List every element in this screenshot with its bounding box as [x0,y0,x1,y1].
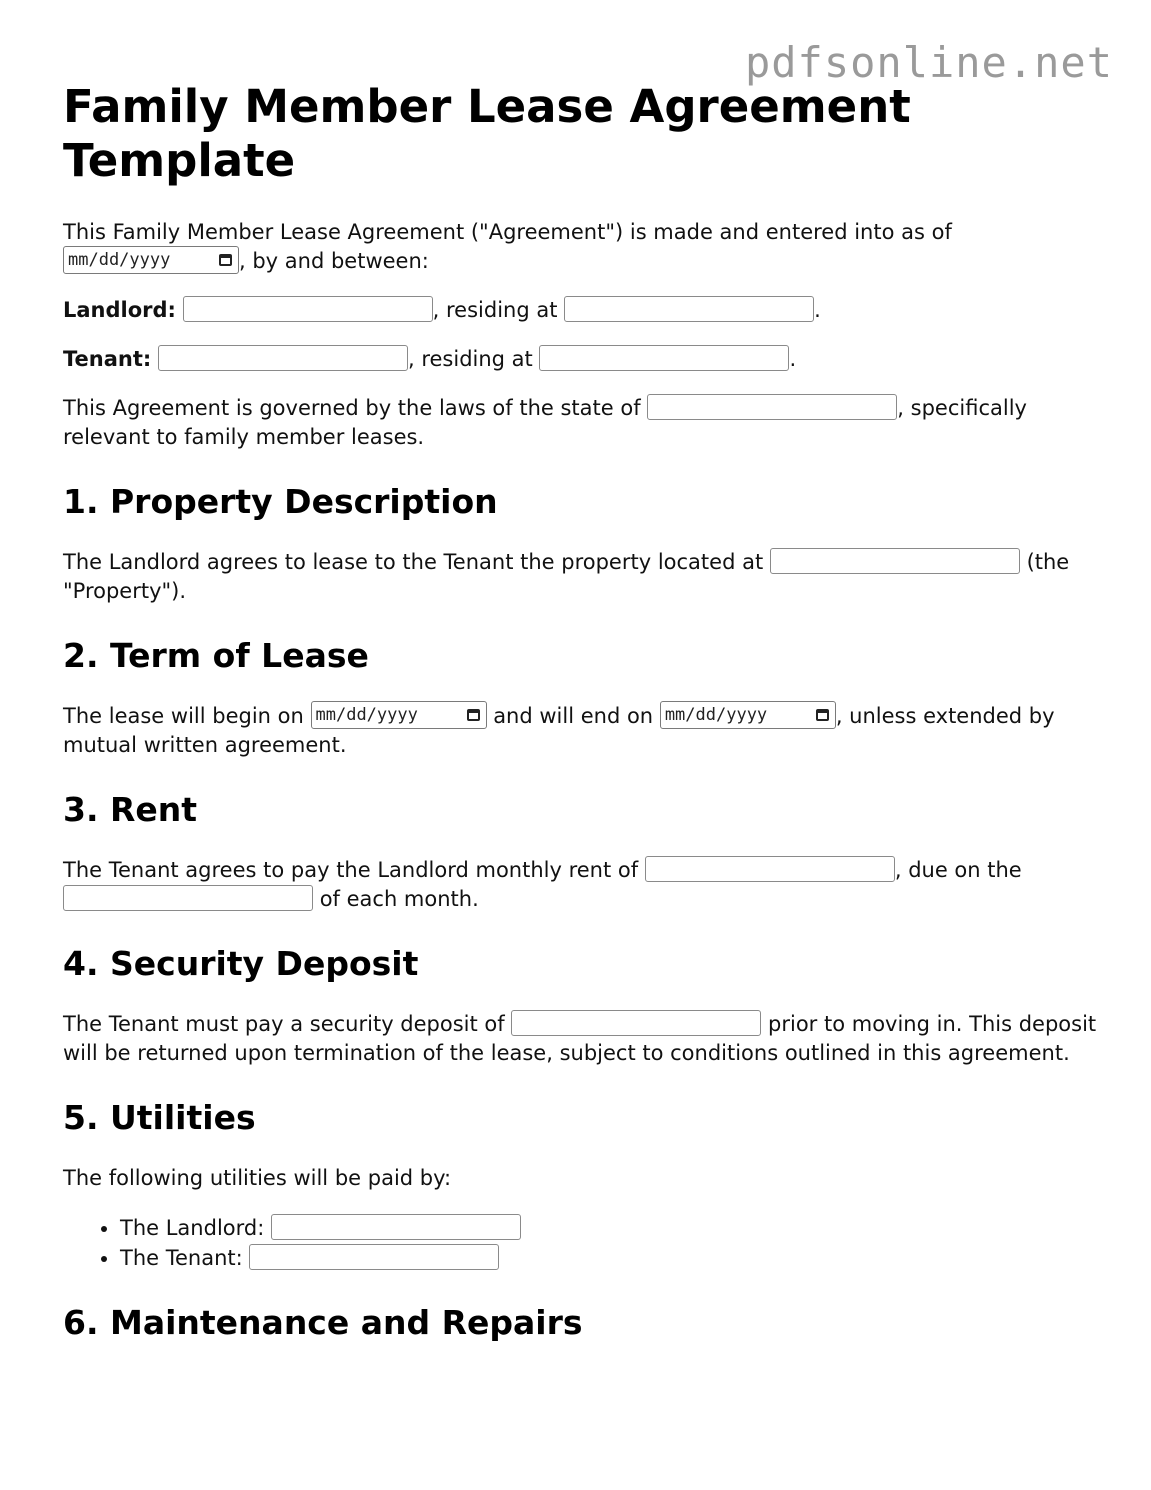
agreement-date-input[interactable] [63,246,239,274]
deposit-text-after: prior to moving in. This deposit will be returned upon termination of the lease, subject to conditions outlined in this agreement. [63,1012,1097,1065]
governed-text-after: , specifically relevant to family member leases. [63,396,1027,449]
lease-end-date-input[interactable] [660,701,836,729]
landlord-name-input[interactable] [183,296,433,322]
landlord-line [63,296,1103,325]
utilities-intro: The following utilities will be paid by: [63,1166,452,1190]
deposit-amount-input[interactable] [511,1010,761,1036]
watermark: pdfsonline.net [744,38,1113,87]
governed-text: This Agreement is governed by the laws of the state of [63,396,641,420]
property-paragraph [63,548,1103,606]
utilities-landlord-input[interactable] [271,1214,521,1240]
calendar-icon[interactable] [467,709,480,721]
term-text-after: , unless extended by mutual written agreement. [63,704,1055,757]
landlord-end: . [814,298,821,322]
deposit-paragraph [63,1010,1103,1068]
lease-start-date-input[interactable] [311,701,487,729]
intro-text-after: , by and between: [239,249,429,273]
landlord-address-input[interactable] [564,296,814,322]
property-address-input[interactable] [770,548,1020,574]
intro-paragraph [63,218,1103,276]
term-paragraph [63,702,1103,760]
calendar-icon[interactable] [816,709,829,721]
rent-text-after: of each month. [319,887,479,911]
document-page [63,80,1103,1369]
rent-text-middle: , due on the [894,858,1022,882]
tenant-residing-text: , residing at [407,347,533,371]
section-heading-rent: 3. Rent [63,790,198,829]
rent-due-day-input[interactable] [63,885,313,911]
tenant-name-input[interactable] [158,345,408,371]
date-placeholder: mm/dd/yyyy [315,704,418,725]
rent-paragraph [63,856,1103,914]
term-text: The lease will begin on [63,704,304,728]
section-heading-property: 1. Property Description [63,482,498,521]
date-placeholder: mm/dd/yyyy [664,704,768,725]
page-title: Family Member Lease Agreement Template [63,80,911,187]
list-item [120,1243,1103,1273]
intro-text: This Family Member Lease Agreement ("Agreement") is made and entered into as of [63,220,952,244]
tenant-label: Tenant: [63,347,152,371]
rent-text: The Tenant agrees to pay the Landlord monthly rent of [63,858,639,882]
tenant-end: . [789,347,797,371]
utilities-list [63,1213,1103,1273]
list-item [120,1213,1103,1243]
utilities-tenant-label: The Tenant: [120,1246,243,1270]
section-heading-deposit: 4. Security Deposit [63,944,419,983]
calendar-icon[interactable] [219,254,232,266]
section-heading-term: 2. Term of Lease [63,636,369,675]
term-text-middle: and will end on [493,704,654,728]
landlord-label: Landlord: [63,298,176,322]
utilities-tenant-input[interactable] [249,1244,499,1270]
state-input[interactable] [647,394,897,420]
property-text: The Landlord agrees to lease to the Tenant the property located at [63,550,764,574]
governed-paragraph [63,394,1103,452]
property-text-after: (the "Property"). [63,550,1070,603]
date-placeholder: mm/dd/yyyy [68,249,171,270]
rent-amount-input[interactable] [645,856,895,882]
section-heading-maintenance: 6. Maintenance and Repairs [63,1303,583,1342]
landlord-residing-text: , residing at [432,298,558,322]
tenant-line [63,345,1103,374]
tenant-address-input[interactable] [539,345,789,371]
section-heading-utilities: 5. Utilities [63,1098,256,1137]
utilities-landlord-label: The Landlord: [120,1216,265,1240]
deposit-text: The Tenant must pay a security deposit of [63,1012,505,1036]
